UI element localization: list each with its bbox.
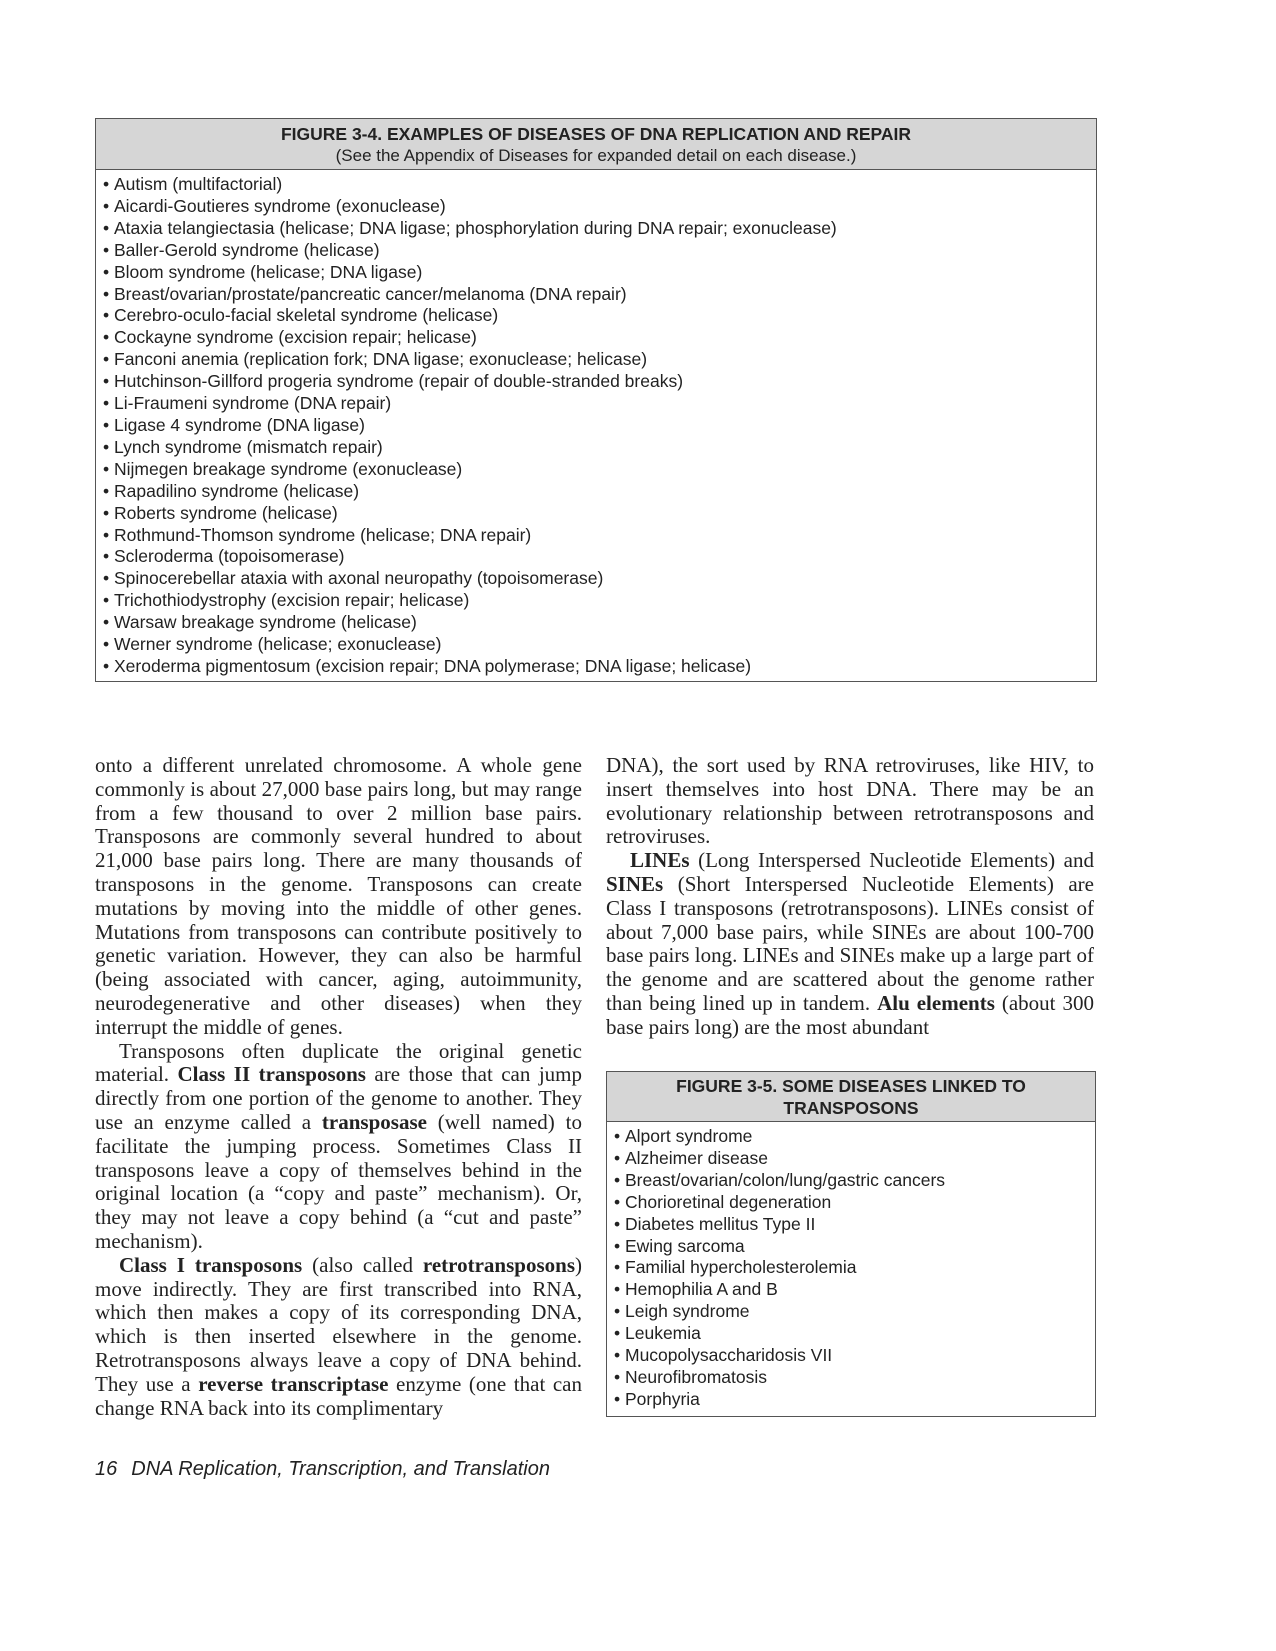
list-item: • Leukemia	[614, 1323, 1089, 1345]
figure-3-5-box	[606, 1071, 1096, 1417]
list-item: • Neurofibromatosis	[614, 1367, 1089, 1389]
list-item: • Baller-Gerold syndrome (helicase)	[103, 240, 1090, 262]
figure-3-5-title-line2: TRANSPOSONS	[783, 1098, 919, 1118]
list-item: • Werner syndrome (helicase; exonuclease)	[103, 634, 1090, 656]
list-item: • Warsaw breakage syndrome (helicase)	[103, 612, 1090, 634]
term-reverse-transcriptase: reverse transcriptase	[198, 1371, 389, 1396]
list-item: • Bloom syndrome (helicase; DNA ligase)	[103, 262, 1090, 284]
list-item: • Spinocerebellar ataxia with axonal neuropathy (topoisomerase)	[103, 568, 1090, 590]
list-item: • Roberts syndrome (helicase)	[103, 503, 1090, 525]
text-run: (about 300 base pairs long) are the most abundant	[606, 990, 1094, 1039]
list-item: • Lynch syndrome (mismatch repair)	[103, 437, 1090, 459]
list-item: • Mucopolysaccharidosis VII	[614, 1345, 1089, 1367]
list-item: • Aicardi-Goutieres syndrome (exonuclease)	[103, 196, 1090, 218]
figure-3-4-header	[96, 119, 1096, 170]
figure-3-5-list	[607, 1122, 1095, 1413]
list-item: • Autism (multifactorial)	[103, 174, 1090, 196]
list-item: • Cerebro-oculo-facial skeletal syndrome (helicase)	[103, 305, 1090, 327]
figure-3-5-title-line1: FIGURE 3-5. SOME DISEASES LINKED TO	[676, 1076, 1026, 1096]
text-run: (well named) to facilitate the jumping process. Sometimes Class II transposons leave a copy of themselves behind in the original location (a “copy and paste” mechanism). Or, they may not leave a copy behind (a “cut and paste” mechanism).	[95, 1109, 582, 1253]
paragraph	[95, 1254, 582, 1421]
list-item: • Ewing sarcoma	[614, 1236, 1089, 1258]
figure-3-4-box	[95, 118, 1097, 682]
text-run: ) move indirectly. They are first transcribed into RNA, which then makes a copy of its corresponding DNA, which is then inserted elsewhere in the genome. Retrotransposons always leave a copy of DNA behind. They use a	[95, 1252, 582, 1396]
page-footer	[95, 1458, 550, 1481]
list-item: • Leigh syndrome	[614, 1301, 1089, 1323]
list-item: • Rothmund-Thomson syndrome (helicase; DNA repair)	[103, 525, 1090, 547]
text-run: (Short Interspersed Nucleotide Elements) are Class I transposons (retrotransposons). LINEs consist of about 7,000 base pairs, while SINEs are about 100-700 base pairs long. LINEs and SINEs make up a large part of the genome and are scattered about the genome rather than being lined up in tandem.	[606, 871, 1094, 1015]
figure-3-4-title: FIGURE 3-4. EXAMPLES OF DISEASES OF DNA REPLICATION AND REPAIR	[280, 124, 912, 144]
paragraph: DNA), the sort used by RNA retroviruses, like HIV, to insert themselves into host DNA. There may be an evolutionary relationship between retrotransposons and retroviruses.	[606, 753, 1094, 849]
list-item: • Rapadilino syndrome (helicase)	[103, 481, 1090, 503]
list-item: • Alport syndrome	[614, 1126, 1089, 1148]
list-item: • Breast/ovarian/colon/lung/gastric cancers	[614, 1170, 1089, 1192]
text-run: (Long Interspersed Nucleotide Elements) and	[689, 848, 1094, 873]
term-alu-elements: Alu elements	[877, 990, 995, 1015]
list-item: • Diabetes mellitus Type II	[614, 1214, 1089, 1236]
list-item: • Familial hypercholesterolemia	[614, 1257, 1089, 1279]
paragraph	[606, 849, 1094, 1039]
text-run: are those that can jump directly from one portion of the genome to another. They use an enzyme called a	[95, 1062, 582, 1134]
list-item: • Nijmegen breakage syndrome (exonuclease)	[103, 459, 1090, 481]
list-item: • Fanconi anemia (replication fork; DNA ligase; exonuclease; helicase)	[103, 349, 1090, 371]
list-item: • Porphyria	[614, 1389, 1089, 1411]
list-item: • Li-Fraumeni syndrome (DNA repair)	[103, 393, 1090, 415]
list-item: • Hutchinson-Gillford progeria syndrome (repair of double-stranded breaks)	[103, 371, 1090, 393]
text-run: (also called	[302, 1252, 423, 1277]
body-column-right	[606, 754, 1094, 1040]
term-transposase: transposase	[321, 1109, 427, 1134]
term-retrotransposons: retrotransposons	[422, 1252, 575, 1277]
text-run: Transposons often duplicate the original genetic material.	[95, 1038, 582, 1087]
term-sines: SINEs	[606, 871, 664, 896]
figure-3-4-list	[96, 170, 1096, 680]
list-item: • Scleroderma (topoisomerase)	[103, 546, 1090, 568]
term-lines: LINEs	[630, 848, 690, 873]
term-class-i-transposons: Class I transposons	[119, 1252, 303, 1277]
list-item: • Alzheimer disease	[614, 1148, 1089, 1170]
running-title: DNA Replication, Transcription, and Translation	[131, 1458, 550, 1480]
figure-3-5-header	[607, 1072, 1095, 1122]
list-item: • Ligase 4 syndrome (DNA ligase)	[103, 415, 1090, 437]
list-item: • Cockayne syndrome (excision repair; helicase)	[103, 327, 1090, 349]
list-item: • Xeroderma pigmentosum (excision repair; DNA polymerase; DNA ligase; helicase)	[103, 656, 1090, 678]
list-item: • Trichothiodystrophy (excision repair; helicase)	[103, 590, 1090, 612]
page-number: 16	[95, 1458, 118, 1480]
paragraph	[95, 1040, 582, 1254]
paragraph: onto a different unrelated chromosome. A whole gene commonly is about 27,000 base pairs long, but may range from a few thousand to over 2 million base pairs. Transposons are commonly several hundred to about 21,000 base pairs long. There are many thousands of transposons in the genome. Transposons can create mutations by moving into the middle of other genes. Mutations from transposons can contribute positively to genetic variation. However, they can also be harmful (being associated with cancer, aging, autoimmunity, neurodegenerative and other diseases) when they interrupt the middle of genes.	[95, 753, 582, 1039]
list-item: • Breast/ovarian/prostate/pancreatic cancer/melanoma (DNA repair)	[103, 284, 1090, 306]
term-class-ii-transposons: Class II transposons	[177, 1062, 366, 1087]
list-item: • Chorioretinal degeneration	[614, 1192, 1089, 1214]
figure-3-4-subtitle: (See the Appendix of Diseases for expanded detail on each disease.)	[335, 146, 857, 165]
text-run: enzyme (one that can change RNA back into its complimentary	[95, 1371, 582, 1420]
list-item: • Hemophilia A and B	[614, 1279, 1089, 1301]
body-column-left	[95, 754, 582, 1420]
list-item: • Ataxia telangiectasia (helicase; DNA ligase; phosphorylation during DNA repair; exonuclease)	[103, 218, 1090, 240]
